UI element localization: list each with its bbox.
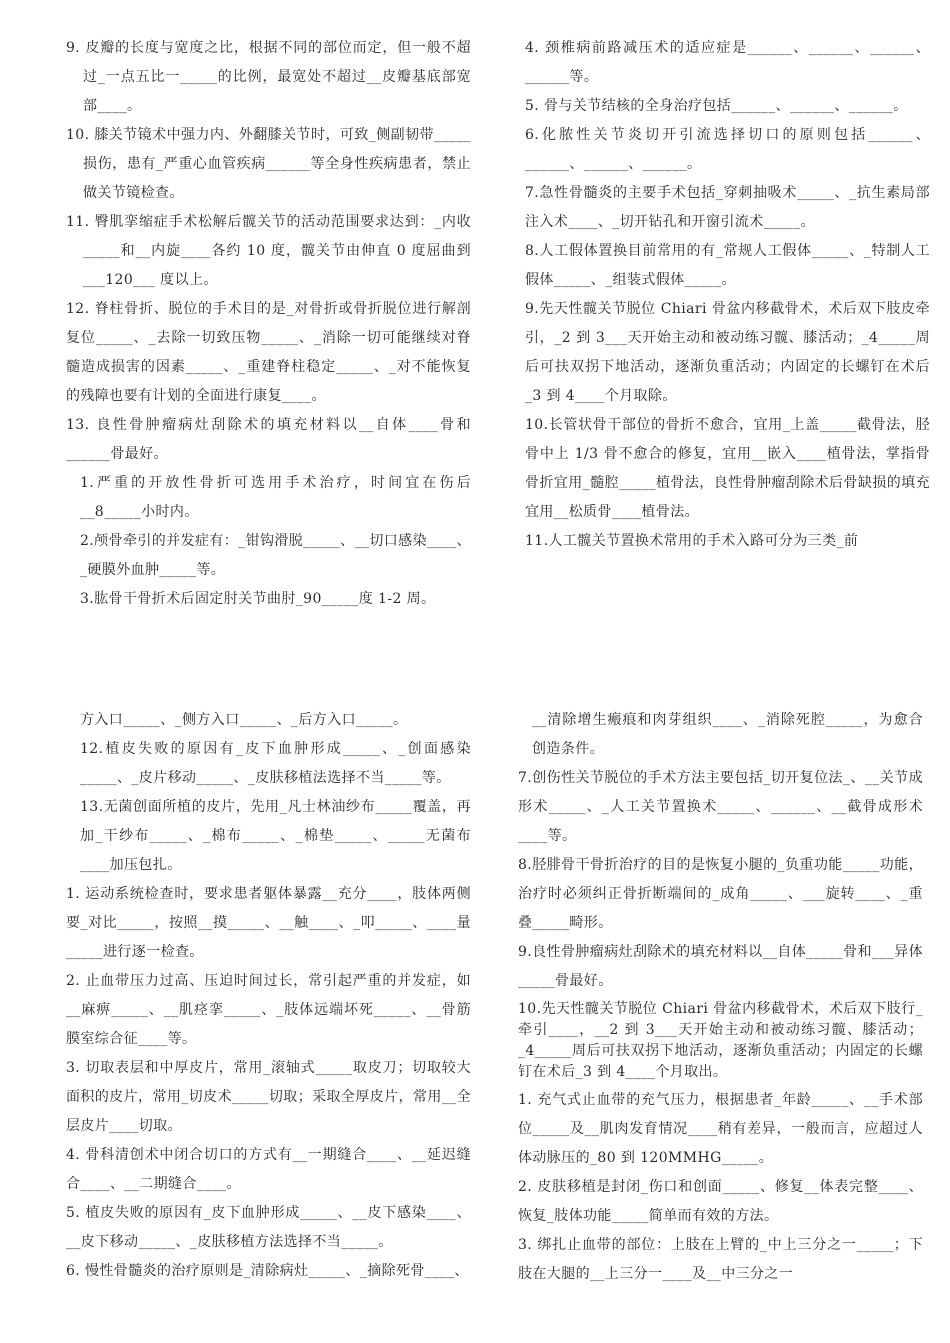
question-bl-13: 13.无菌创面所植的皮片，先用_凡士林油纱布_____覆盖，再加_干纱布_____、_棉布_____、_棉垫_____、_____无菌布____加压包扎。 [80,799,471,873]
question-tl-11: 11. 臀肌挛缩症手术松解后髋关节的活动范围要求达到：_内收_____和__内旋____各约 10 度，髋关节由伸直 0 度屈曲到___120___ 度以上。 [66,214,471,288]
question-tl-2: 2.颅骨牵引的并发症有：_钳钩滑脱_____、__切口感染____、_硬膜外血肿_____等。 [80,533,471,578]
question-tr-5: 5. 骨与关节结核的全身治疗包括______、______、______。 [525,98,908,114]
question-bl-12: 12.植皮失败的原因有_皮下血肿形成_____、_创面感染_____、_皮片移动_____、_皮肤移植法选择不当_____等。 [80,741,471,786]
question-br-3: 3. 绑扎止血带的部位：上肢在上臂的_中上三分之一_____；下肢在大腿的__上三分一____及__中三分之一 [518,1237,923,1282]
question-tl-12: 12. 脊柱骨折、脱位的手术目的是_对骨折或骨折脱位进行解剖复位_____、_去除一切致压物_____、_消除一切可能继续对脊髓造成损害的因素_____、_重建脊柱稳定_____、_对不能恢复的残障也要有计划的全面进行康复____。 [66,301,471,404]
question-br-10: 10.先天性髋关节脱位 Chiari 骨盆内移截骨术，术后双下肢行_牵引____，__2 到 3___天开始主动和被动练习髋、膝活动；_4_____周后可扶双拐下地活动，逐渐负重活动；内固定的长螺钉在术后_3 到 4____个月取出。 [518,1001,923,1080]
question-bl-3: 3. 切取表层和中厚皮片，常用_滚轴式_____取皮刀；切取较大面积的皮片，常用_切皮术_____切取；采取全厚皮片，常用__全层皮片____切取。 [66,1060,471,1134]
question-bl-2: 2. 止血带压力过高、压迫时间过长，常引起严重的并发症，如__麻痹_____、__肌痉挛_____、_肢体远端坏死_____、__骨筋膜室综合征____等。 [66,973,471,1047]
question-tr-9: 9.先天性髋关节脱位 Chiari 骨盆内移截骨术，术后双下肢皮牵引，_2 到 3___天开始主动和被动练习髋、膝活动；_4_____周后可扶双拐下地活动，逐渐负重活动；内固定的长螺钉在术后_3 到 4____个月取除。 [525,301,930,404]
question-tr-10: 10.长管状骨干部位的骨折不愈合，宜用_上盖_____截骨法，胫骨中上 1/3 骨不愈合的修复，宜用__嵌入____植骨法，掌指骨骨折宜用_髓腔_____植骨法，良性骨肿瘤刮除术后骨缺损的填充宜用__松质骨____植骨法。 [525,417,930,520]
question-tl-1: 1.严重的开放性骨折可选用手术治疗，时间宜在伤后__8_____小时内。 [80,475,471,520]
question-br-2: 2. 皮肤移植是封闭_伤口和创面_____、修复__体表完整____、恢复_肢体功能_____简单而有效的方法。 [518,1179,923,1224]
question-bl-5: 5. 植皮失败的原因有_皮下血肿形成_____、__皮下感染____、__皮下移动_____、_皮肤移植方法选择不当_____。 [66,1205,471,1250]
question-tr-6: 6.化脓性关节炎切开引流选择切口的原则包括______、______、______、______。 [525,127,930,172]
question-tr-7: 7.急性骨髓炎的主要手术包括_穿刺抽吸术_____、_抗生素局部注入术____、_切开钻孔和开窗引流术_____。 [525,185,930,230]
question-tr-4: 4. 颈椎病前路减压术的适应症是______、______、______、______等。 [525,40,930,85]
question-bl-4: 4. 骨科清创术中闭合切口的方式有__一期缝合____、__延迟缝合____、__二期缝合____。 [66,1147,471,1192]
question-br-8: 8.胫腓骨干骨折治疗的目的是恢复小腿的_负重功能_____功能，治疗时必须纠正骨折断端间的_成角_____、___旋转____、_重叠_____畸形。 [518,857,923,931]
column-top-left [66,34,471,614]
question-tl-3: 3.肱骨干骨折术后固定肘关节曲肘_90_____度 1-2 周。 [80,591,436,607]
column-bottom-right [518,706,923,1289]
question-tl-9: 9. 皮瓣的长度与宽度之比，根据不同的部位而定，但一般不超过_一点五比一_____的比例，最宽处不超过__皮瓣基底部宽部____。 [66,40,471,114]
column-top-right [525,34,930,556]
question-bl-1: 1. 运动系统检查时，要求患者躯体暴露__充分____，肢体两侧要_对比_____，按照__摸_____、__触____、_叩_____、____量_____进行逐一检查。 [66,886,471,960]
question-br-6-cont: __清除增生瘢痕和肉芽组织____、_消除死腔_____，为愈合创造条件。 [532,712,923,757]
question-br-7: 7.创伤性关节脱位的手术方法主要包括_切开复位法_、__关节成形术_____、_人工关节置换术_____、______、__截骨成形术____等。 [518,770,923,844]
question-tl-10: 10. 膝关节镜术中强力内、外翻膝关节时，可致_侧副韧带_____损伤，患有_严重心血管疾病______等全身性疾病患者，禁止做关节镜检查。 [66,127,471,201]
question-br-9: 9.良性骨肿瘤病灶刮除术的填充材料以__自体_____骨和___异体_____骨最好。 [518,944,923,989]
question-bl-11-cont: 方入口_____、_侧方入口_____、_后方入口_____。 [80,712,408,728]
question-tr-11: 11.人工髋关节置换术常用的手术入路可分为三类_前 [525,533,859,549]
question-tr-8: 8.人工假体置换目前常用的有_常规人工假体_____、_特制人工假体_____、_组装式假体_____。 [525,243,930,288]
column-bottom-left [66,706,471,1286]
question-br-1: 1. 充气式止血带的充气压力，根据患者_年龄_____、__手术部位_____及__肌肉发育情况____稍有差异，一般而言，应超过人体动脉压的_80 到 120MMHG_____。 [518,1092,923,1166]
question-bl-6: 6. 慢性骨髓炎的治疗原则是_清除病灶_____、_摘除死骨____、 [66,1263,469,1279]
question-tl-13: 13. 良性骨肿瘤病灶刮除术的填充材料以__自体____骨和______骨最好。 [66,417,471,462]
